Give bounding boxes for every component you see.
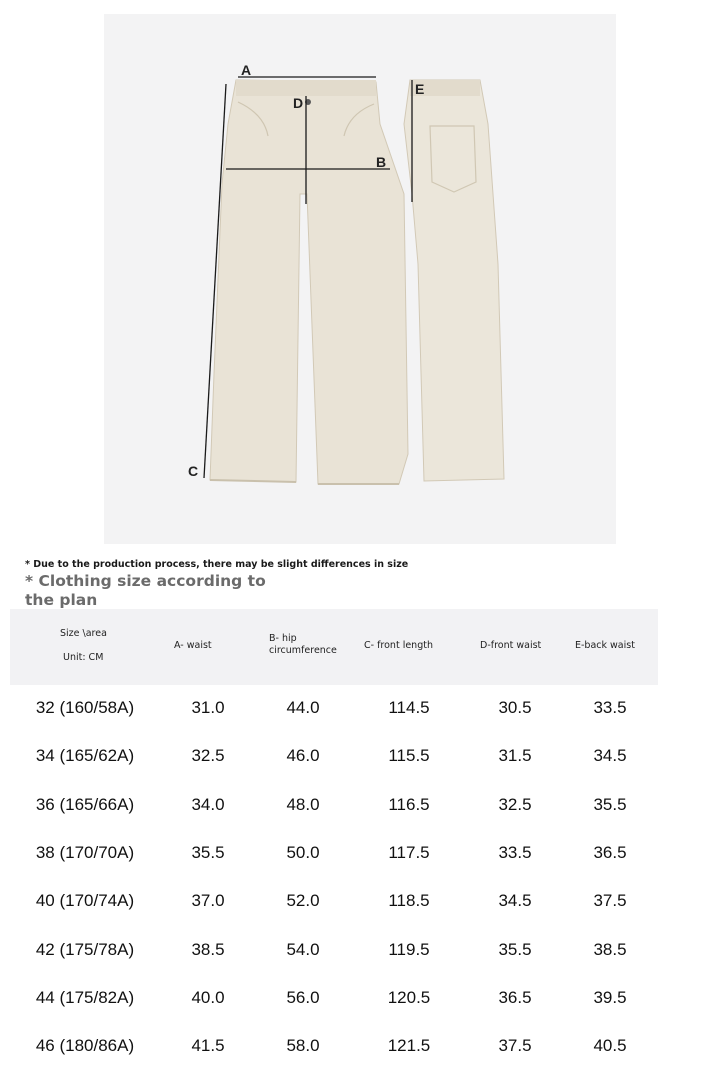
cell-size: 44 (175/82A) <box>35 987 135 1007</box>
cell-b: 44.0 <box>286 698 320 717</box>
cell-d: 37.5 <box>498 1036 532 1056</box>
cell-c: 115.5 <box>388 746 430 766</box>
cell-e: 36.5 <box>593 842 627 862</box>
cell-a: 41.5 <box>191 1036 225 1056</box>
cell-a: 31.0 <box>191 698 225 717</box>
product-image <box>104 14 616 544</box>
cell-b: 58.0 <box>286 1036 320 1056</box>
cell-e: 37.5 <box>593 891 627 911</box>
size-note: * Clothing size according to the plan <box>25 572 266 609</box>
cell-b: 46.0 <box>286 746 320 766</box>
table-header <box>10 609 658 685</box>
label-c: C <box>188 463 199 479</box>
label-d: D <box>293 95 304 111</box>
cell-size: 36 (165/66A) <box>35 794 135 814</box>
cell-c: 118.5 <box>388 891 430 911</box>
table-row <box>0 831 720 879</box>
cell-d: 33.5 <box>498 842 532 862</box>
cell-c: 117.5 <box>388 842 430 862</box>
cell-d: 36.5 <box>498 987 532 1007</box>
cell-d: 31.5 <box>498 746 532 766</box>
table-row <box>0 928 720 976</box>
table-row <box>0 734 720 782</box>
cell-size: 32 (160/58A) <box>35 698 135 717</box>
cell-size: 46 (180/86A) <box>35 1036 135 1056</box>
cell-e: 40.5 <box>593 1036 627 1056</box>
cell-c: 114.5 <box>388 698 430 717</box>
cell-size: 42 (175/78A) <box>35 939 135 959</box>
cell-size: 38 (170/70A) <box>35 842 135 862</box>
cell-a: 40.0 <box>191 987 225 1007</box>
header-unit: Unit: CM <box>63 652 104 663</box>
cell-b: 52.0 <box>286 891 320 911</box>
cell-a: 32.5 <box>191 746 225 766</box>
cell-d: 34.5 <box>498 891 532 911</box>
label-e: E <box>415 81 425 97</box>
cell-d: 35.5 <box>498 939 532 959</box>
cell-e: 34.5 <box>593 746 627 766</box>
table-row <box>0 686 720 734</box>
cell-a: 37.0 <box>191 891 225 911</box>
cell-b: 50.0 <box>286 842 320 862</box>
cell-b: 48.0 <box>286 794 320 814</box>
label-b: B <box>376 154 387 170</box>
cell-b: 54.0 <box>286 939 320 959</box>
back-pants <box>404 80 504 481</box>
cell-d: 32.5 <box>498 794 532 814</box>
header-hip-line2: circumference <box>269 645 337 656</box>
table-row <box>0 976 720 1024</box>
header-back-waist: E-back waist <box>575 640 635 651</box>
cell-e: 35.5 <box>593 794 627 814</box>
cell-e: 38.5 <box>593 939 627 959</box>
cell-size: 34 (165/62A) <box>35 746 135 766</box>
cell-e: 39.5 <box>593 987 627 1007</box>
cell-a: 38.5 <box>191 939 225 959</box>
front-pants <box>210 80 408 484</box>
production-note: * Due to the production process, there may be slight differences in size <box>25 559 409 570</box>
header-hip-line1: B- hip <box>269 633 297 644</box>
cell-a: 34.0 <box>191 794 225 814</box>
label-a: A <box>241 62 252 78</box>
table-row <box>0 879 720 927</box>
cell-c: 119.5 <box>388 939 430 959</box>
cell-e: 33.5 <box>593 698 627 717</box>
header-waist: A- waist <box>174 640 212 651</box>
cell-c: 120.5 <box>387 987 431 1007</box>
cell-b: 56.0 <box>286 987 320 1007</box>
table-row <box>0 783 720 831</box>
cell-d: 30.5 <box>498 698 532 717</box>
cell-c: 121.5 <box>387 1036 431 1056</box>
cell-size: 40 (170/74A) <box>35 891 135 911</box>
table-row <box>0 1024 720 1072</box>
header-size-area: Size \area <box>60 628 107 639</box>
header-front-length: C- front length <box>364 640 433 651</box>
header-front-waist: D-front waist <box>480 640 542 651</box>
cell-c: 116.5 <box>388 794 430 814</box>
cell-a: 35.5 <box>191 842 225 862</box>
pants-diagram <box>104 14 616 544</box>
